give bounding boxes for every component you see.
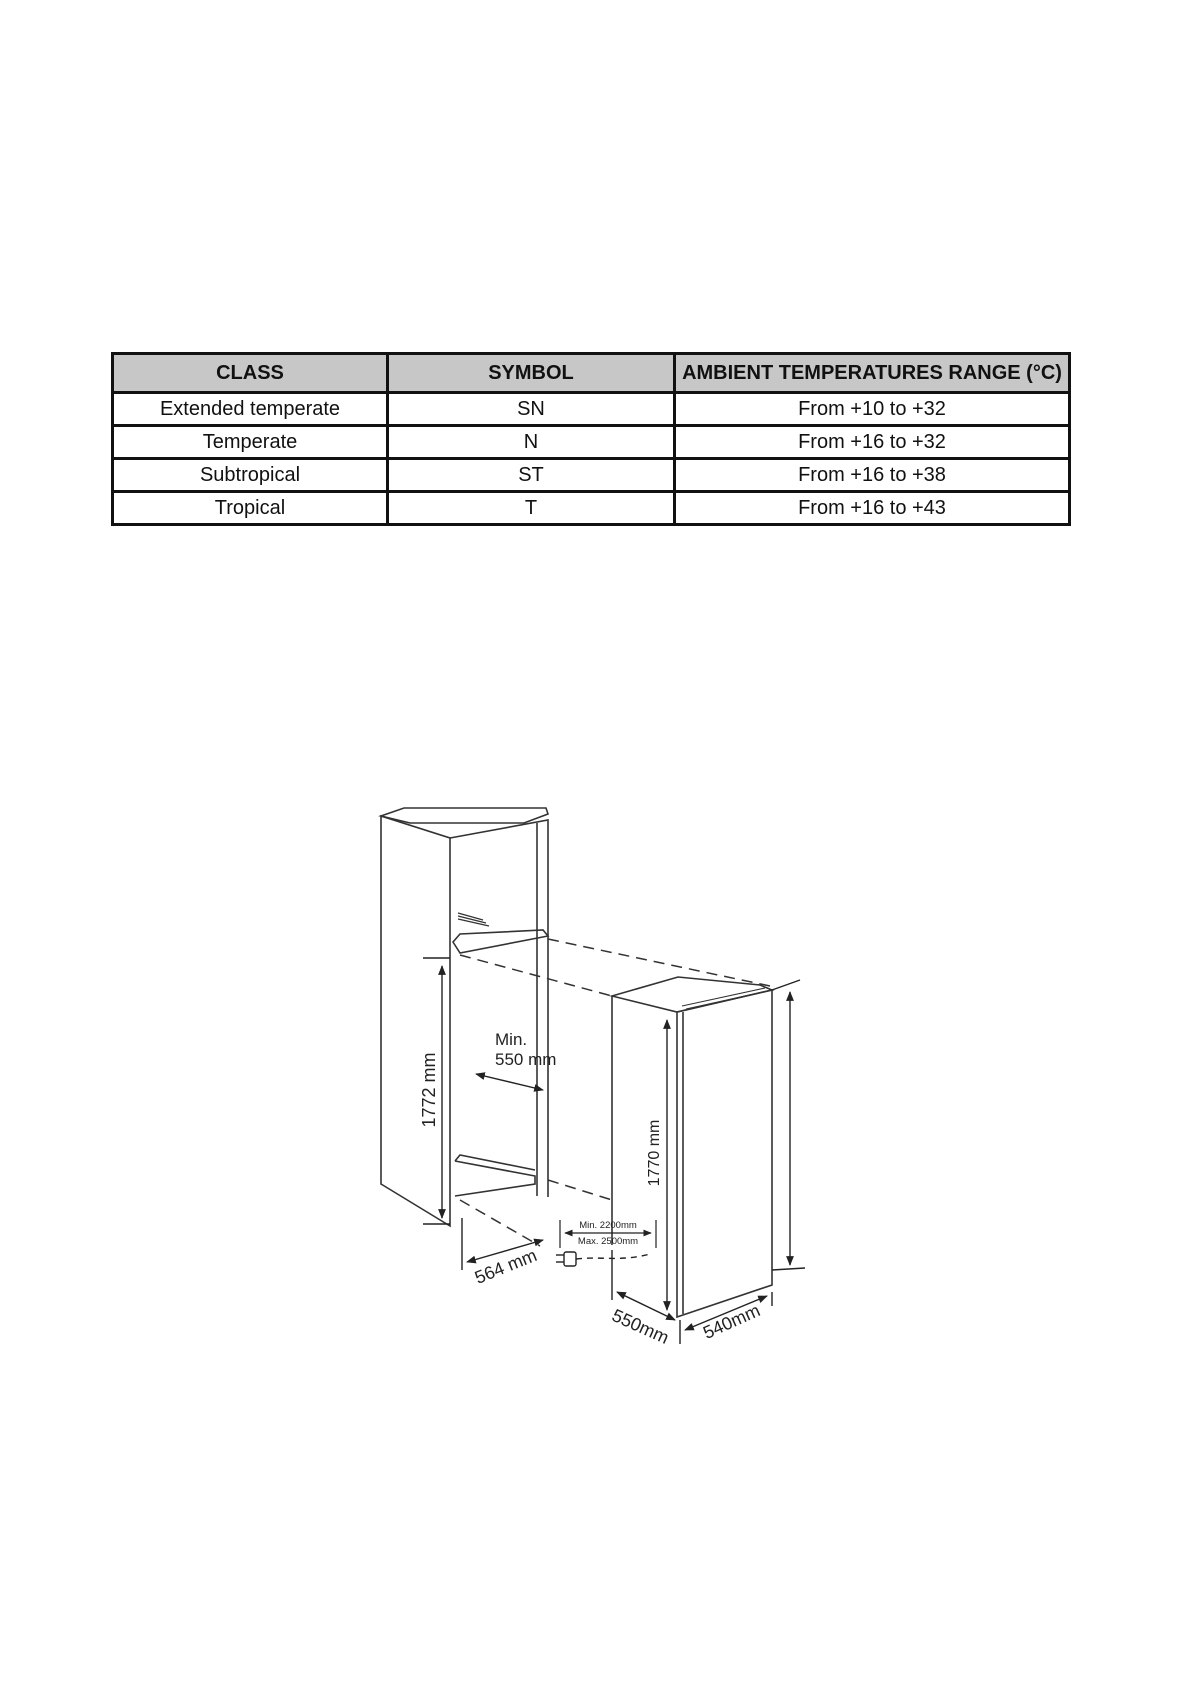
cell-class: Extended temperate bbox=[113, 393, 388, 426]
cell-symbol: SN bbox=[388, 393, 675, 426]
header-temperature-range: AMBIENT TEMPERATURES RANGE (°C) bbox=[675, 354, 1070, 393]
cable-min-label: Min. 2200mm bbox=[579, 1220, 637, 1231]
cell-class: Tropical bbox=[113, 492, 388, 525]
header-symbol: SYMBOL bbox=[388, 354, 675, 393]
appliance-total-height-dimension bbox=[772, 980, 805, 1270]
min-depth-label-line2: 550 mm bbox=[495, 1050, 557, 1069]
plug-icon bbox=[556, 1252, 650, 1266]
cell-symbol: N bbox=[388, 426, 675, 459]
projection-lines bbox=[460, 939, 770, 1246]
vent-grille bbox=[458, 913, 489, 926]
niche-height-label: 1772 mm bbox=[419, 1052, 439, 1128]
cell-symbol: ST bbox=[388, 459, 675, 492]
cell-range: From +10 to +32 bbox=[675, 393, 1070, 426]
cell-range: From +16 to +38 bbox=[675, 459, 1070, 492]
cell-symbol: T bbox=[388, 492, 675, 525]
appliance-top-stripes bbox=[682, 988, 768, 1009]
appliance-depth-label: 550mm bbox=[608, 1305, 672, 1348]
min-depth-label-line1: Min. bbox=[495, 1030, 528, 1049]
cable-max-label: Max. 2500mm bbox=[577, 1236, 639, 1247]
cell-class: Temperate bbox=[113, 426, 388, 459]
niche-depth-label: 564 mm bbox=[471, 1244, 540, 1288]
cell-range: From +16 to +32 bbox=[675, 426, 1070, 459]
appliance-inner-height-label: 1770 mm bbox=[646, 1119, 663, 1187]
cell-range: From +16 to +43 bbox=[675, 492, 1070, 525]
min-depth-arrow bbox=[476, 1074, 543, 1090]
cell-class: Subtropical bbox=[113, 459, 388, 492]
appliance-width-label: 540mm bbox=[700, 1300, 764, 1343]
cabinet-niche bbox=[381, 808, 548, 1226]
appliance bbox=[612, 977, 772, 1317]
header-class: CLASS bbox=[113, 354, 388, 393]
